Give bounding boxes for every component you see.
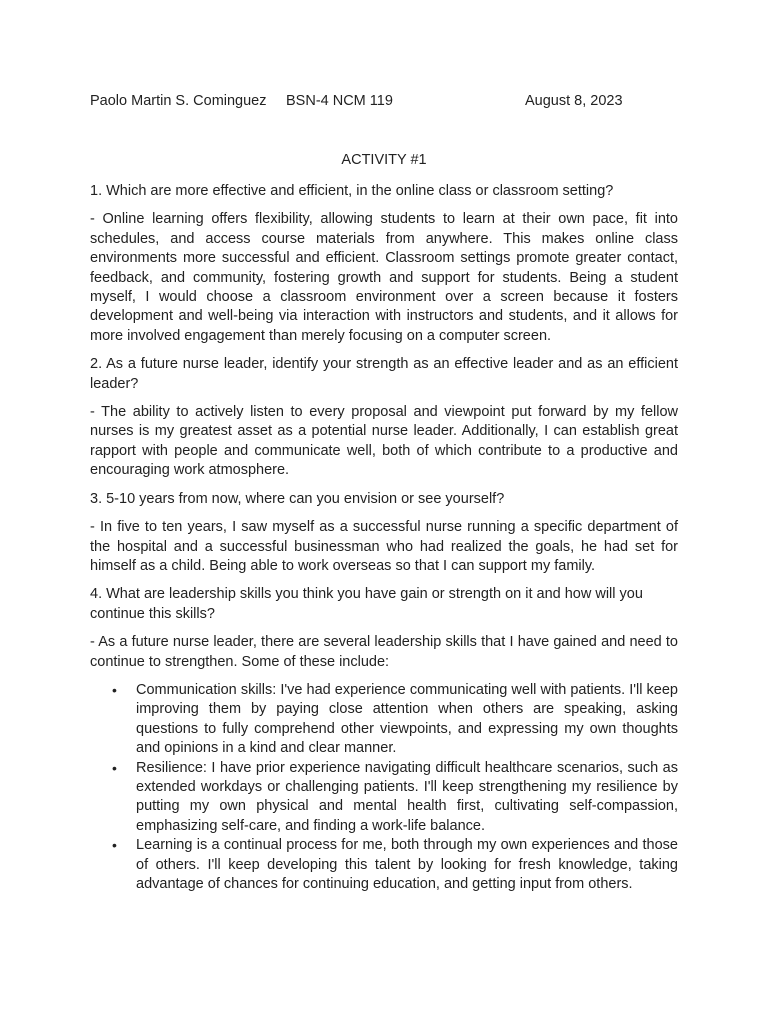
list-item <box>112 681 678 759</box>
bullet-icon: • <box>112 837 117 854</box>
question-1: 1. Which are more effective and efficient, in the online class or classroom setting? <box>90 183 614 199</box>
answer-4: - As a future nurse leader, there are several leadership skills that I have gained and need to continue to strengthen. Some of these include: <box>90 634 678 670</box>
course-code: BSN-4 NCM 119 <box>286 93 393 109</box>
skill-text: Communication skills: I've had experience communicating well with patients. I'll keep improving them by paying close attention when others are speaking, asking questions to fully comprehend other viewpoints, and expressing my own thoughts and opinions in a kind and clear manner. <box>136 681 678 757</box>
activity-title: ACTIVITY #1 <box>341 152 427 168</box>
document-date: August 8, 2023 <box>525 93 623 109</box>
answer-1: - Online learning offers flexibility, allowing students to learn at their own pace, fit into schedules, and access course materials from anywhere. This makes online class environments more successful and efficient. Classroom settings promote greater contact, feedback, and community, fostering growth and support for students. Being a student myself, I would choose a classroom environment over a screen because it fosters development and well-being via interaction with instructors and students, and it allows for more involved engagement than merely focusing on a computer screen. <box>90 211 678 344</box>
question-2: 2. As a future nurse leader, identify your strength as an effective leader and as an efficient leader? <box>90 356 678 392</box>
answer-3: - In five to ten years, I saw myself as a successful nurse running a specific department of the hospital and a successful businessman who had realized the goals, he had set for himself as a child. Being able to work overseas so that I can support my family. <box>90 519 678 574</box>
bullet-icon: • <box>112 759 117 776</box>
bullet-icon: • <box>112 681 117 698</box>
document-header <box>90 93 678 113</box>
document-body <box>90 182 678 894</box>
student-name: Paolo Martin S. Cominguez <box>90 93 267 109</box>
list-item <box>112 759 678 837</box>
skill-text: Learning is a continual process for me, both through my own experiences and those of others. I'll keep developing this talent by looking for fresh knowledge, taking advantage of chances for continuing education, and getting input from others. <box>136 837 678 892</box>
question-3: 3. 5-10 years from now, where can you envision or see yourself? <box>90 490 505 507</box>
answer-2: - The ability to actively listen to every proposal and viewpoint put forward by my fellow nurses is my greatest asset as a potential nurse leader. Additionally, I can establish great rapport with people and communicate well, both of which contribute to a productive and encouraging work atmosphere. <box>90 404 678 479</box>
skills-list <box>90 681 678 894</box>
list-item <box>112 836 678 894</box>
skill-text: Resilience: I have prior experience navigating difficult healthcare scenarios, such as extended workdays or challenging patients. I'll keep strengthening my resilience by putting my own physical and mental health first, cultivating self-compassion, emphasizing self-care, and finding a work-life balance. <box>136 759 678 834</box>
question-4: 4. What are leadership skills you think you have gain or strength on it and how will you continue this skills? <box>90 586 643 622</box>
